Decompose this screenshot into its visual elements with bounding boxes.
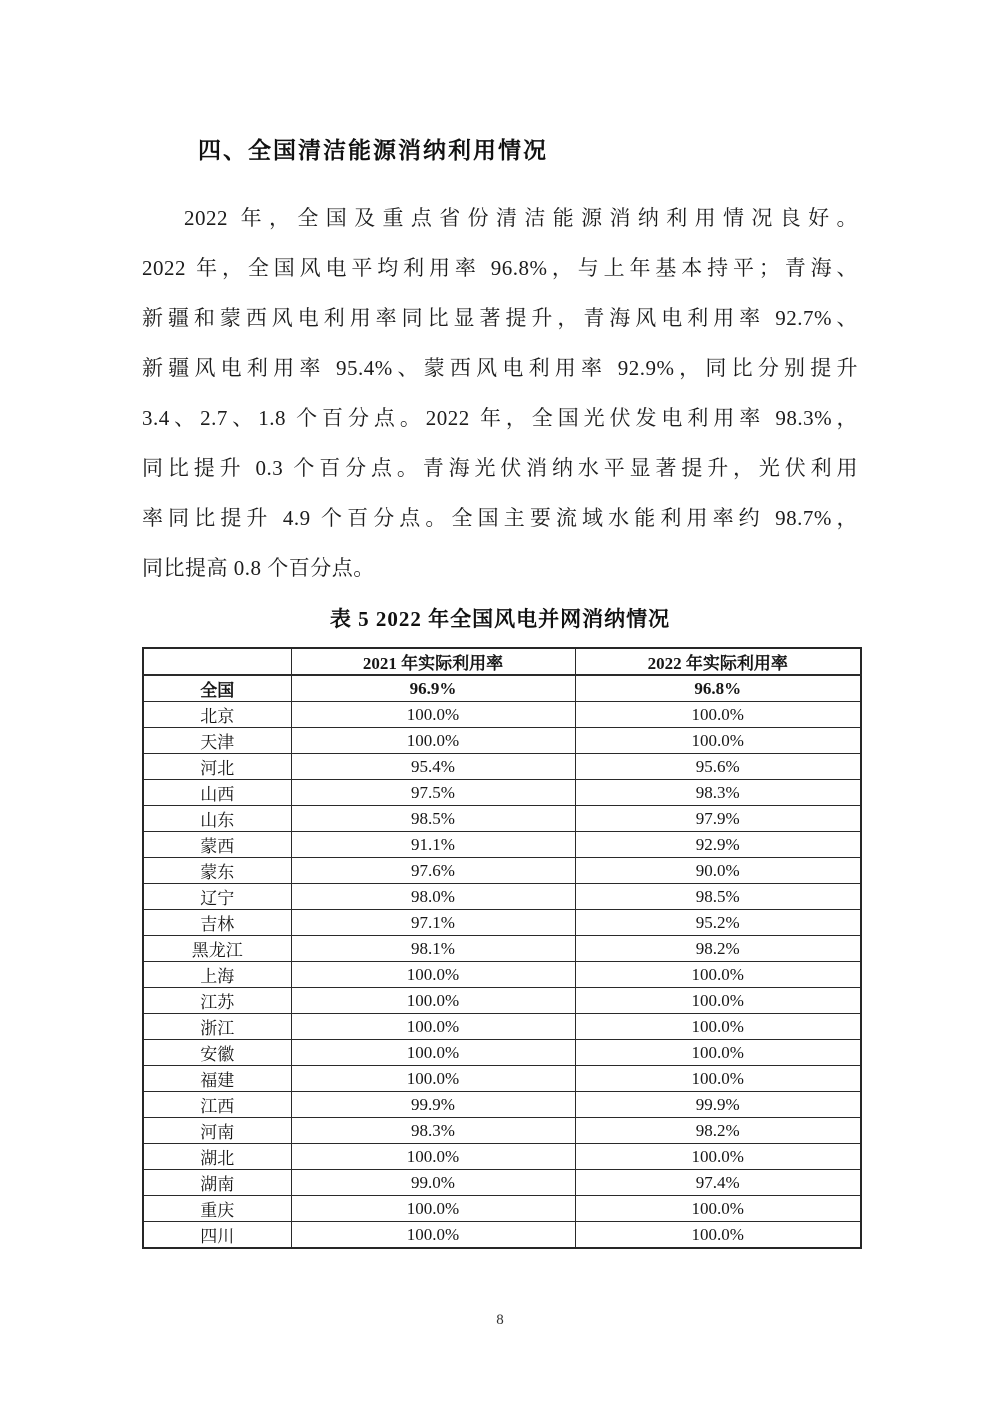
header-row [143,648,861,675]
value-2022-cell: 100.0% [575,1040,861,1066]
table-row [143,1040,861,1066]
value-2021-cell: 100.0% [291,1196,575,1222]
region-cell: 全国 [143,675,291,702]
table-row [143,884,861,910]
region-cell: 江苏 [143,988,291,1014]
table-row [143,728,861,754]
paragraph-line: 率同比提升 4.9 个百分点。全国主要流域水能利用率约 98.7%， [142,506,858,530]
table-row [143,858,861,884]
table-row [143,988,861,1014]
body-paragraph [142,193,858,593]
value-2022-cell: 96.8% [575,675,861,702]
region-cell: 山西 [143,780,291,806]
value-2022-cell: 99.9% [575,1092,861,1118]
value-2021-cell: 100.0% [291,1040,575,1066]
table-row [143,910,861,936]
value-2022-cell: 98.5% [575,884,861,910]
table-row [143,754,861,780]
table-row [143,1144,861,1170]
paragraph-line: 3.4、2.7、1.8 个百分点。2022 年，全国光伏发电利用率 98.3%， [142,406,858,430]
region-cell: 福建 [143,1066,291,1092]
region-cell: 安徽 [143,1040,291,1066]
value-2021-cell: 97.5% [291,780,575,806]
header-2022-rate: 2022 年实际利用率 [575,648,861,675]
table-row [143,1092,861,1118]
value-2022-cell: 100.0% [575,1144,861,1170]
region-cell: 湖南 [143,1170,291,1196]
table-row [143,675,861,702]
region-cell: 辽宁 [143,884,291,910]
value-2021-cell: 99.9% [291,1092,575,1118]
value-2022-cell: 100.0% [575,988,861,1014]
region-cell: 四川 [143,1222,291,1249]
region-cell: 黑龙江 [143,936,291,962]
value-2021-cell: 97.6% [291,858,575,884]
value-2021-cell: 91.1% [291,832,575,858]
section-heading: 四、全国清洁能源消纳利用情况 [198,138,548,164]
table-row [143,1014,861,1040]
region-cell: 河北 [143,754,291,780]
region-cell: 江西 [143,1092,291,1118]
value-2022-cell: 100.0% [575,962,861,988]
header-2021-rate: 2021 年实际利用率 [291,648,575,675]
value-2022-cell: 100.0% [575,1066,861,1092]
table-caption: 表 5 2022 年全国风电并网消纳情况 [329,607,671,631]
region-cell: 浙江 [143,1014,291,1040]
region-cell: 天津 [143,728,291,754]
value-2021-cell: 98.0% [291,884,575,910]
value-2022-cell: 100.0% [575,728,861,754]
wind-consumption-table [142,647,862,1249]
value-2022-cell: 95.2% [575,910,861,936]
table-row [143,702,861,728]
value-2021-cell: 98.3% [291,1118,575,1144]
value-2021-cell: 95.4% [291,754,575,780]
region-cell: 上海 [143,962,291,988]
table-body [143,675,861,1248]
paragraph-line: 2022 年，全国及重点省份清洁能源消纳利用情况良好。 [184,206,858,230]
paragraph-line: 新疆风电利用率 95.4%、蒙西风电利用率 92.9%，同比分别提升 [142,356,858,380]
region-cell: 北京 [143,702,291,728]
value-2021-cell: 98.1% [291,936,575,962]
value-2021-cell: 100.0% [291,702,575,728]
region-cell: 蒙东 [143,858,291,884]
region-cell: 山东 [143,806,291,832]
table-row [143,936,861,962]
value-2022-cell: 97.9% [575,806,861,832]
value-2021-cell: 100.0% [291,1144,575,1170]
table-row [143,1170,861,1196]
paragraph-line: 2022 年，全国风电平均利用率 96.8%，与上年基本持平；青海、 [142,256,858,280]
region-cell: 湖北 [143,1144,291,1170]
region-cell: 蒙西 [143,832,291,858]
table-row [143,1222,861,1249]
value-2021-cell: 96.9% [291,675,575,702]
value-2022-cell: 100.0% [575,1014,861,1040]
value-2022-cell: 100.0% [575,1222,861,1249]
value-2021-cell: 100.0% [291,988,575,1014]
value-2022-cell: 95.6% [575,754,861,780]
value-2022-cell: 92.9% [575,832,861,858]
region-cell: 吉林 [143,910,291,936]
value-2022-cell: 98.3% [575,780,861,806]
value-2022-cell: 100.0% [575,1196,861,1222]
paragraph-line: 同比提升 0.3 个百分点。青海光伏消纳水平显著提升，光伏利用 [142,456,858,480]
value-2022-cell: 100.0% [575,702,861,728]
page-number: 8 [496,1312,504,1328]
value-2022-cell: 98.2% [575,936,861,962]
region-cell: 河南 [143,1118,291,1144]
value-2021-cell: 97.1% [291,910,575,936]
value-2021-cell: 100.0% [291,728,575,754]
value-2021-cell: 98.5% [291,806,575,832]
header-region [143,648,291,675]
table-row [143,806,861,832]
paragraph-line: 同比提高 0.8 个百分点。 [142,556,375,580]
value-2021-cell: 100.0% [291,1066,575,1092]
value-2021-cell: 100.0% [291,962,575,988]
region-cell: 重庆 [143,1196,291,1222]
table-row [143,962,861,988]
table-row [143,832,861,858]
value-2022-cell: 98.2% [575,1118,861,1144]
table-row [143,780,861,806]
paragraph-line: 新疆和蒙西风电利用率同比显著提升，青海风电利用率 92.7%、 [142,306,858,330]
value-2021-cell: 100.0% [291,1014,575,1040]
table-row [143,1196,861,1222]
value-2022-cell: 97.4% [575,1170,861,1196]
table-row [143,1118,861,1144]
value-2021-cell: 99.0% [291,1170,575,1196]
table-row [143,1066,861,1092]
table-header [143,648,861,675]
value-2022-cell: 90.0% [575,858,861,884]
value-2021-cell: 100.0% [291,1222,575,1249]
